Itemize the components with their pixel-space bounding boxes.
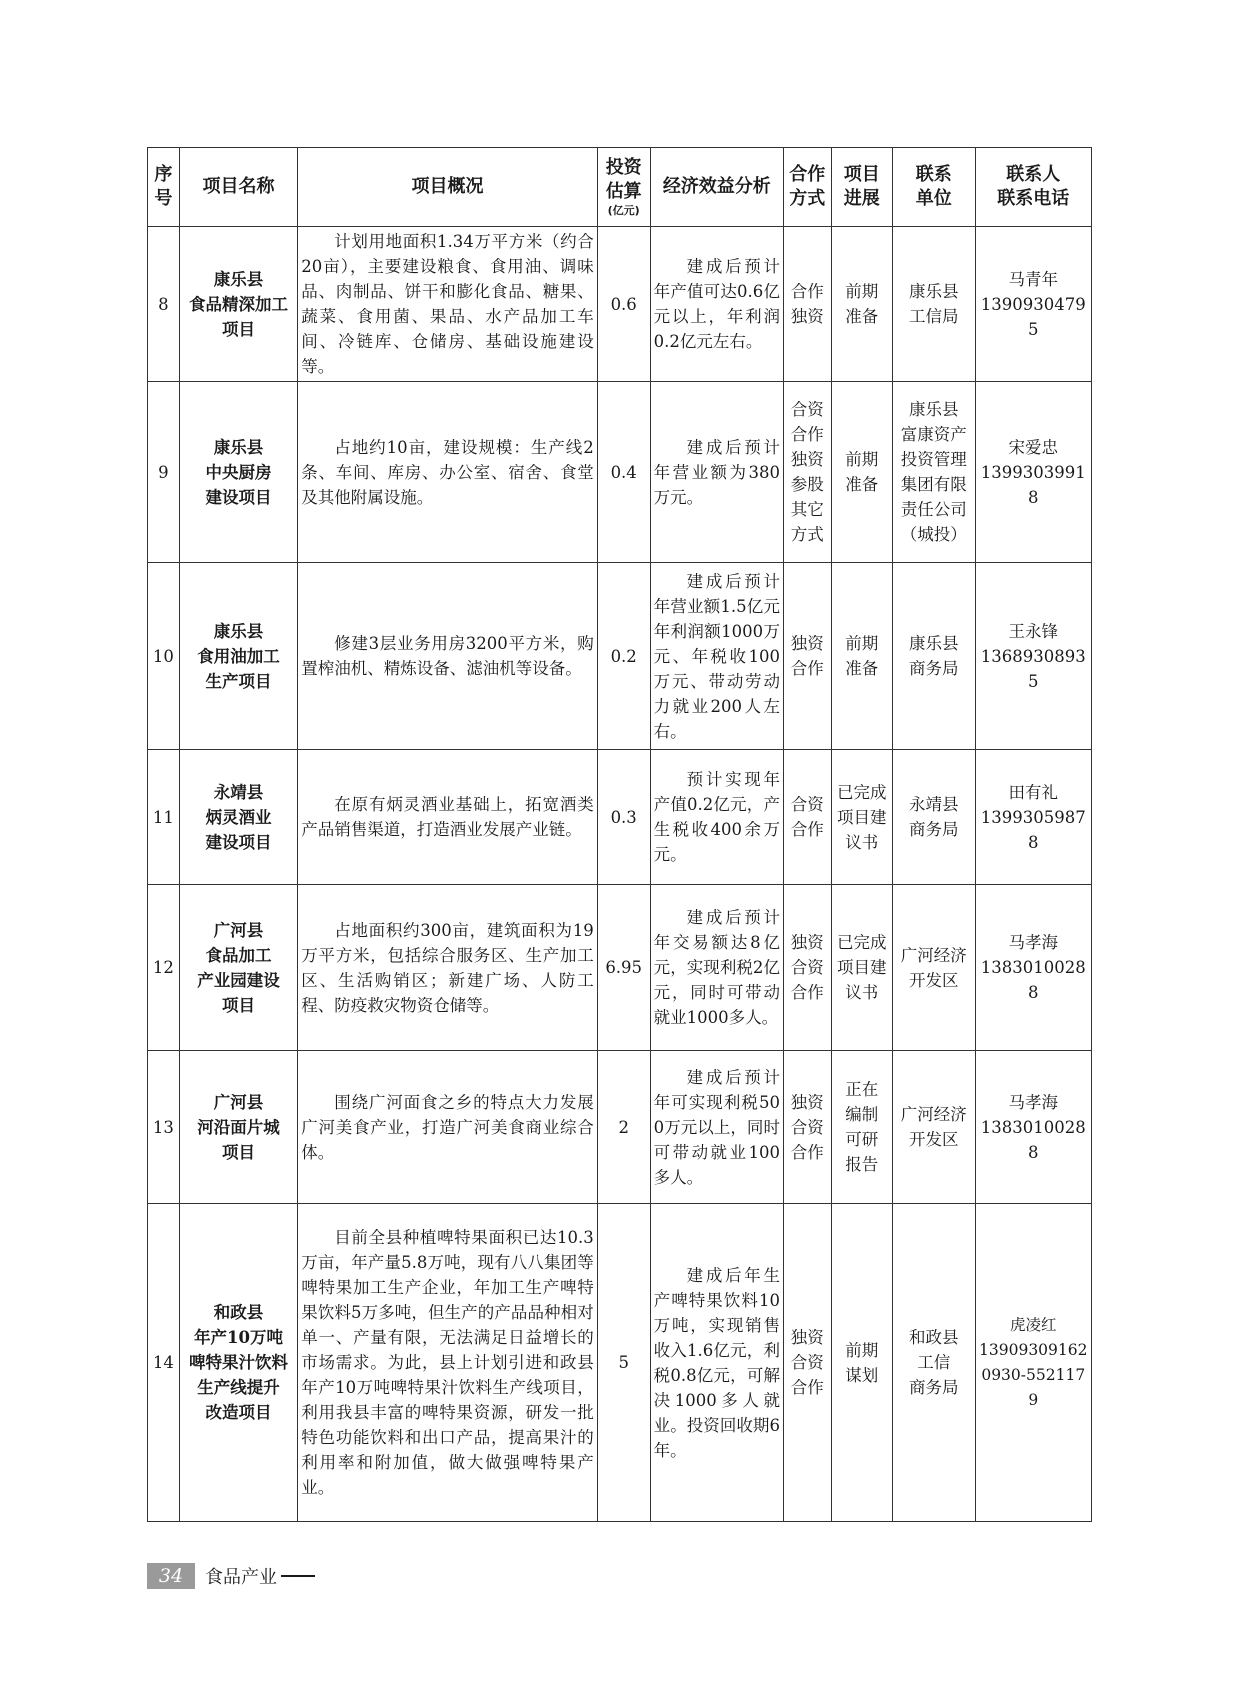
row-contact-person: 马青年 13909304795	[975, 227, 1091, 382]
row-contact-unit: 康乐县 商务局	[892, 563, 975, 750]
row-benefit: 建成后预计年产值可达0.6亿元以上，年利润0.2亿元左右。	[650, 227, 783, 382]
row-investment: 0.4	[597, 382, 650, 563]
row-project-name: 广河县 河沿面片城 项目	[179, 1051, 298, 1204]
row-contact-unit: 康乐县 工信局	[892, 227, 975, 382]
row-cooperation: 独资 合资 合作	[783, 1204, 831, 1522]
header-inv	[597, 148, 650, 227]
row-project-name: 广河县 食品加工 产业园建设 项目	[179, 885, 298, 1051]
row-overview: 修建3层业务用房3200平方米，购置榨油机、精炼设备、滤油机等设备。	[298, 563, 597, 750]
row-investment: 0.6	[597, 227, 650, 382]
row-investment: 0.3	[597, 750, 650, 885]
row-investment: 5	[597, 1204, 650, 1522]
row-progress: 前期 准备	[831, 382, 892, 563]
table-row	[148, 227, 1092, 382]
project-table	[147, 147, 1092, 1522]
page-number: 34	[147, 1563, 195, 1589]
table-row	[148, 563, 1092, 750]
row-benefit: 建成后年生产啤特果饮料10万吨，实现销售收入1.6亿元，利税0.8亿元，可解决1000多人就业。投资回收期6年。	[650, 1204, 783, 1522]
row-benefit: 建成后预计年营业额1.5亿元年利润额1000万元、年税收100万元、带动劳动力就业200人左右。	[650, 563, 783, 750]
table-row	[148, 382, 1092, 563]
row-progress: 前期 准备	[831, 227, 892, 382]
row-cooperation: 合资 合作 独资 参股 其它 方式	[783, 382, 831, 563]
row-contact-person: 宋爱忠 13993039918	[975, 382, 1091, 563]
header-unit: 联系 单位	[892, 148, 975, 227]
row-investment: 2	[597, 1051, 650, 1204]
page-footer	[147, 1563, 315, 1589]
row-overview: 占地面积约300亩，建筑面积为19万平方米，包括综合服务区、生产加工区、生活购销区；新建广场、人防工程、防疫救灾物资仓储等。	[298, 885, 597, 1051]
row-num: 14	[148, 1204, 180, 1522]
row-benefit: 建成后预计年交易额达8亿元，实现利税2亿元，同时可带动就业1000多人。	[650, 885, 783, 1051]
row-project-name: 永靖县 炳灵酒业 建设项目	[179, 750, 298, 885]
row-project-name: 康乐县 食品精深加工 项目	[179, 227, 298, 382]
row-contact-unit: 广河经济 开发区	[892, 885, 975, 1051]
row-contact-unit: 广河经济 开发区	[892, 1051, 975, 1204]
row-progress: 正在 编制 可研 报告	[831, 1051, 892, 1204]
section-label: 食品产业	[205, 1567, 277, 1588]
header-contact: 联系人 联系电话	[975, 148, 1091, 227]
row-num: 10	[148, 563, 180, 750]
row-progress: 前期 准备	[831, 563, 892, 750]
row-cooperation: 合作 独资	[783, 227, 831, 382]
row-contact-person: 马孝海 13830100288	[975, 1051, 1091, 1204]
table-row	[148, 885, 1092, 1051]
row-num: 13	[148, 1051, 180, 1204]
row-benefit: 建成后预计年营业额为380万元。	[650, 382, 783, 563]
row-overview: 计划用地面积1.34万平方米（约合20亩），主要建设粮食、食用油、调味品、肉制品、饼干和膨化食品、糖果、蔬菜、食用菌、果品、水产品加工车间、冷链库、仓储房、基础设施建设等。	[298, 227, 597, 382]
row-project-name: 康乐县 食用油加工 生产项目	[179, 563, 298, 750]
row-progress: 前期 谋划	[831, 1204, 892, 1522]
table-row	[148, 1204, 1092, 1522]
row-contact-person: 田有礼 13993059878	[975, 750, 1091, 885]
row-num: 8	[148, 227, 180, 382]
row-cooperation: 独资 合资 合作	[783, 1051, 831, 1204]
row-overview: 目前全县种植啤特果面积已达10.3万亩，年产量5.8万吨，现有八八集团等啤特果加工生产企业，年加工生产啤特果饮料5万多吨，但生产的产品品种相对单一、产量有限，无法满足日益增长的市场需求。为此，县上计划引进和政县年产10万吨啤特果汁饮料生产线项目，利用我县丰富的啤特果资源，研发一批特色功能饮料和出口产品，提高果汁的利用率和附加值，做大做强啤特果产业。	[298, 1204, 597, 1522]
row-contact-person: 虎凌红 13909309162 0930-5521179	[975, 1204, 1091, 1522]
row-benefit: 预计实现年产值0.2亿元，产生税收400余万元。	[650, 750, 783, 885]
row-contact-unit: 康乐县 富康资产 投资管理 集团有限 责任公司 （城投）	[892, 382, 975, 563]
table-header-row	[148, 148, 1092, 227]
row-contact-unit: 和政县 工信 商务局	[892, 1204, 975, 1522]
row-cooperation: 独资 合作	[783, 563, 831, 750]
row-overview: 占地约10亩，建设规模：生产线2条、车间、库房、办公室、宿舍、食堂及其他附属设施。	[298, 382, 597, 563]
row-cooperation: 合资 合作	[783, 750, 831, 885]
row-overview: 围绕广河面食之乡的特点大力发展广河美食产业，打造广河美食商业综合体。	[298, 1051, 597, 1204]
header-prog: 项目 进展	[831, 148, 892, 227]
row-contact-person: 王永锋 13689308935	[975, 563, 1091, 750]
header-mode: 合作 方式	[783, 148, 831, 227]
row-progress: 已完成 项目建 议书	[831, 750, 892, 885]
row-investment: 6.95	[597, 885, 650, 1051]
row-num: 11	[148, 750, 180, 885]
header-name: 项目名称	[179, 148, 298, 227]
row-project-name: 和政县 年产10万吨 啤特果汁饮料 生产线提升 改造项目	[179, 1204, 298, 1522]
footer-rule	[281, 1575, 315, 1577]
row-num: 9	[148, 382, 180, 563]
header-num: 序 号	[148, 148, 180, 227]
row-num: 12	[148, 885, 180, 1051]
table-row	[148, 1051, 1092, 1204]
row-progress: 已完成 项目建 议书	[831, 885, 892, 1051]
row-benefit: 建成后预计年可实现利税500万元以上，同时可带动就业100多人。	[650, 1051, 783, 1204]
row-project-name: 康乐县 中央厨房 建设项目	[179, 382, 298, 563]
row-overview: 在原有炳灵酒业基础上，拓宽酒类产品销售渠道，打造酒业发展产业链。	[298, 750, 597, 885]
header-desc: 项目概况	[298, 148, 597, 227]
row-investment: 0.2	[597, 563, 650, 750]
row-contact-unit: 永靖县 商务局	[892, 750, 975, 885]
header-eco: 经济效益分析	[650, 148, 783, 227]
row-cooperation: 独资 合资 合作	[783, 885, 831, 1051]
header-inv-label: 投资 估算	[605, 157, 642, 202]
table-row	[148, 750, 1092, 885]
row-contact-person: 马孝海 13830100288	[975, 885, 1091, 1051]
header-inv-unit: (亿元)	[607, 204, 640, 217]
